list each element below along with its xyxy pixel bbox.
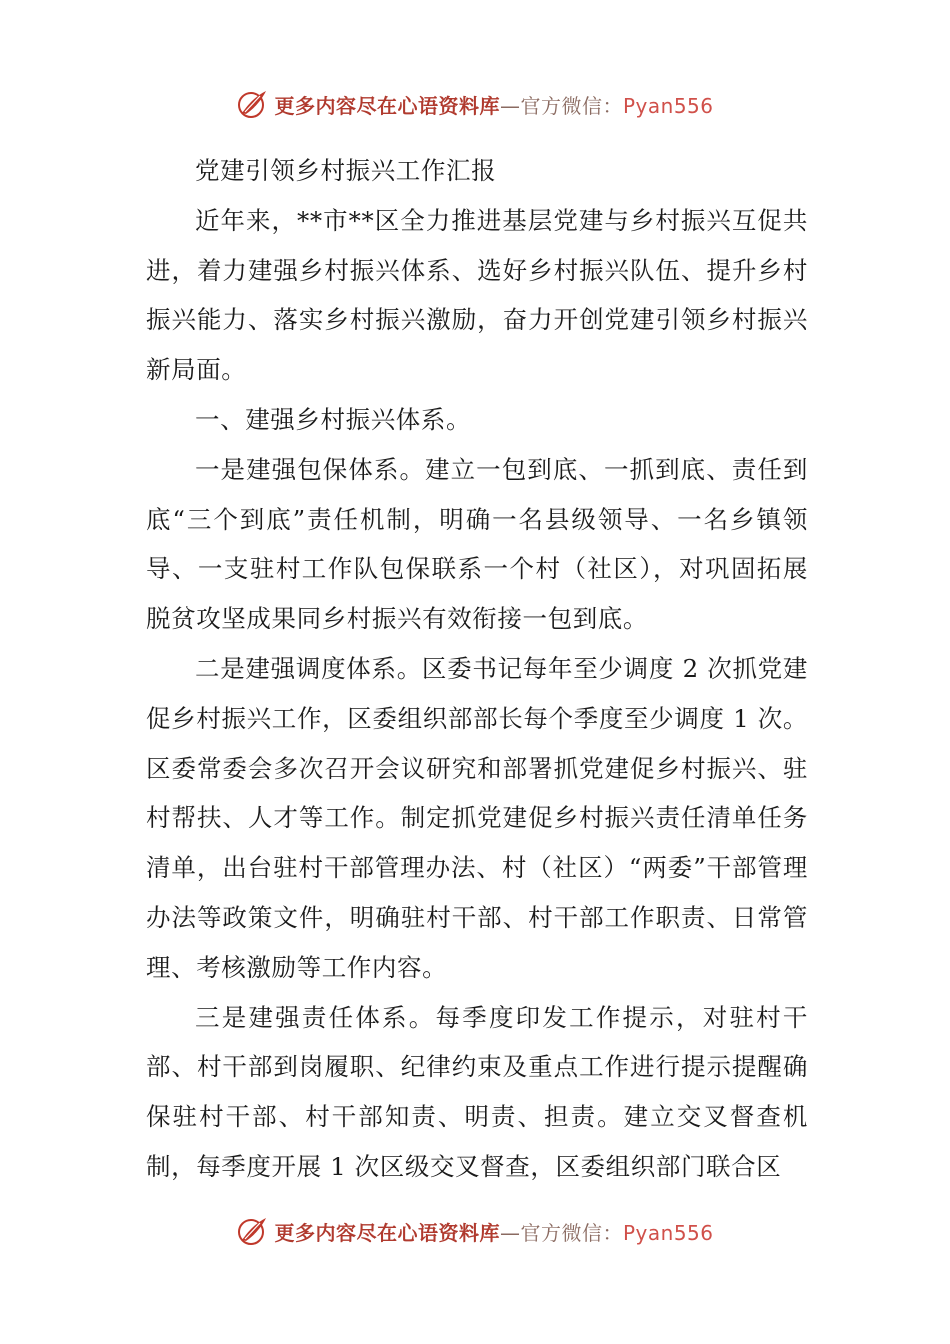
watermark-banner-bottom — [0, 1211, 950, 1251]
watermark-wechat-id: Pyan556 — [622, 93, 714, 118]
watermark-banner-top — [0, 84, 950, 124]
section-heading-1: 一、建强乡村振兴体系。 — [195, 404, 472, 434]
paragraph-baobao-system: 一是建强包保体系。建立一包到底、一抓到底、责任到底“三个到底”责任机制，明确一名县级领导、一名乡镇领导、一支驻村工作队包保联系一个村（社区），对巩固拓展脱贫攻坚成果同乡村振兴有效衔接一包到底。 — [146, 454, 808, 634]
watermark-text — [274, 1217, 713, 1246]
feather-pen-icon — [236, 87, 270, 121]
paragraph-intro: 近年来，**市**区全力推进基层党建与乡村振兴互促共进，着力建强乡村振兴体系、选好乡村振兴队伍、提升乡村振兴能力、落实乡村振兴激励，奋力开创党建引领乡村振兴新局面。 — [146, 205, 808, 385]
watermark-wechat-id: Pyan556 — [622, 1220, 714, 1245]
watermark-separator: — — [499, 1220, 521, 1245]
watermark-wechat-label: 官方微信： — [520, 93, 623, 118]
paragraph-dispatch-system: 二是建强调度体系。区委书记每年至少调度 2 次抓党建促乡村振兴工作，区委组织部部长每个季度至少调度 1 次。区委常委会多次召开会议研究和部署抓党建促乡村振兴、驻村帮扶、人才等工作。制定抓党建促乡村振兴责任清单任务清单，出台驻村干部管理办法、村（社区）“两委”干部管理办法等政策文件，明确驻村干部、村干部工作职责、日常管理、考核激励等工作内容。 — [146, 653, 808, 982]
watermark-text — [274, 90, 713, 119]
watermark-separator: — — [499, 93, 521, 118]
document-title: 党建引领乡村振兴工作汇报 — [195, 156, 497, 185]
paragraph-responsibility-system: 三是建强责任体系。每季度印发工作提示，对驻村干部、村干部到岗履职、纪律约束及重点工作进行提示提醒确保驻村干部、村干部知责、明责、担责。建立交叉督查机制，每季度开展 1 次区级交叉督查，区委组织部门联合区 — [146, 1002, 808, 1181]
document-body — [146, 146, 808, 1192]
feather-pen-icon — [236, 1214, 270, 1248]
watermark-brand: 更多内容尽在心语资料库 — [274, 93, 500, 118]
watermark-brand: 更多内容尽在心语资料库 — [274, 1220, 500, 1245]
watermark-wechat-label: 官方微信： — [520, 1220, 623, 1245]
